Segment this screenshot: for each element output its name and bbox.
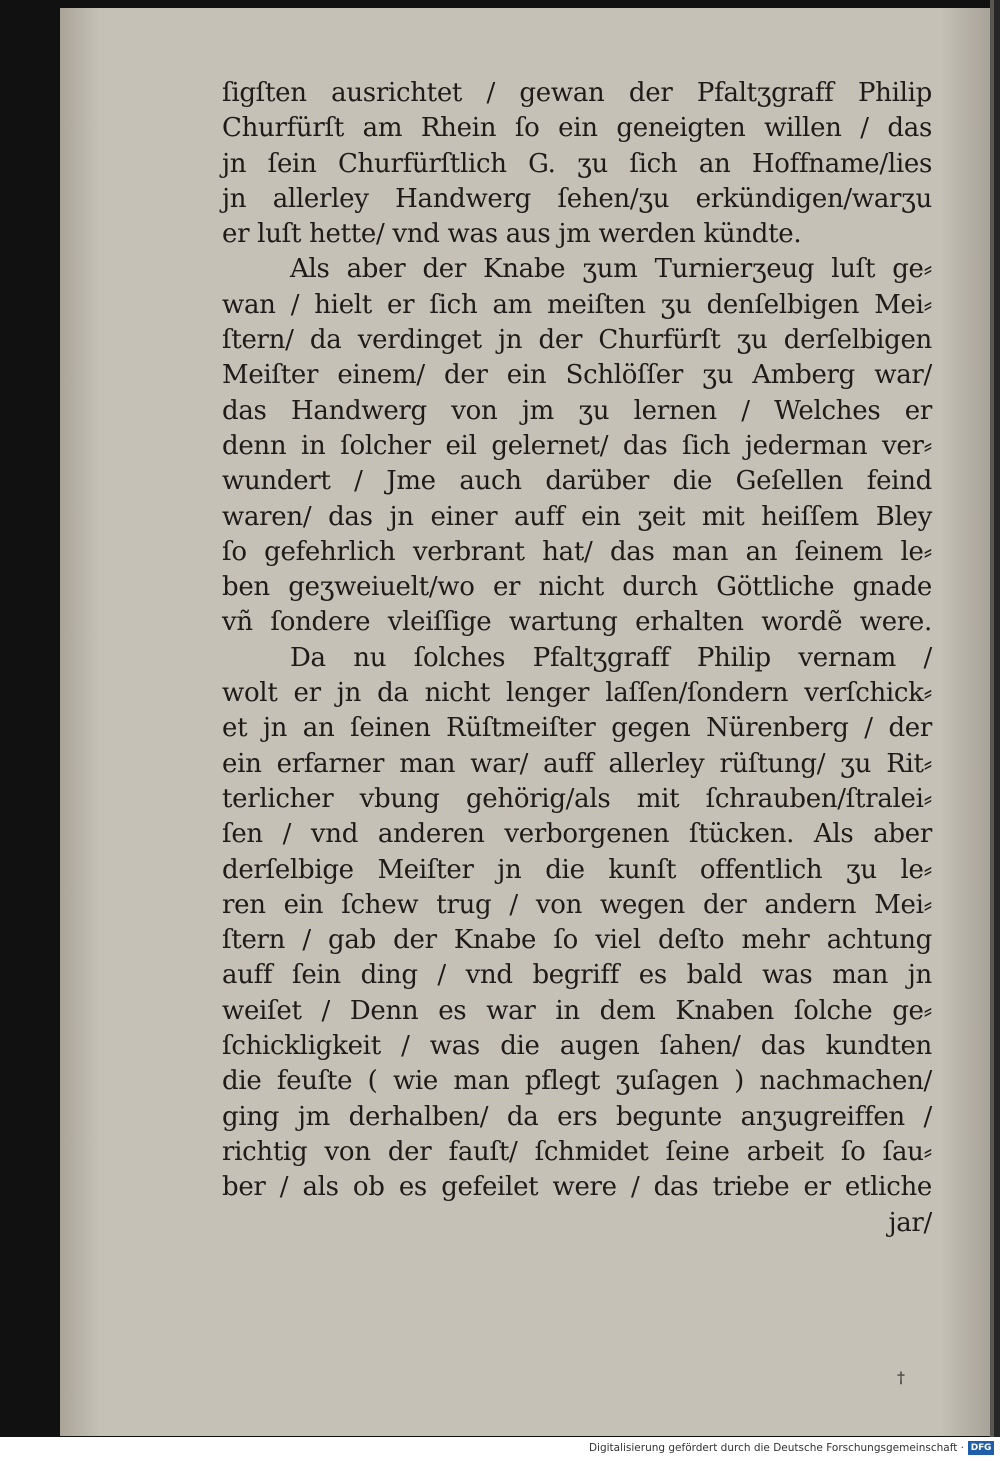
text-line: er luſt hette/ vnd was aus jm werden kündte.: [222, 219, 802, 250]
text-line: denn in ſolcher eil gelernet/ das ſich jederman ver⸗: [222, 430, 932, 461]
text-line: terlicher vbung gehörig/als mit ſchrauben/ſtralei⸗: [222, 783, 932, 814]
text-line: Als aber der Knabe ʒum Turnierʒeug luſt ge⸗: [290, 254, 932, 285]
text-line: ber / als ob es gefeilet were / das triebe er etliche: [222, 1172, 932, 1203]
text-line: ſtern/ da verdinget jn der Churfürſt ʒu derſelbigen: [222, 325, 932, 356]
text-line: derſelbige Meiſter jn die kunſt offentlich ʒu le⸗: [222, 854, 932, 885]
text-line: weiſet / Denn es war in dem Knaben ſolche ge⸗: [222, 995, 932, 1026]
text-line: ſo gefehrlich verbrant hat/ das man an ſeinem le⸗: [222, 536, 932, 567]
text-line: ren ein ſchew trug / von wegen der andern Mei⸗: [222, 889, 932, 920]
text-line: vñ ſondere vleiſſige wartung erhalten wordẽ were.: [222, 607, 932, 638]
text-line: Churfürſt am Rhein ſo ein geneigten willen / das: [222, 113, 932, 144]
text-line: ging jm derhalben/ da ers begunte anʒugreiffen /: [222, 1101, 932, 1132]
body-text: [222, 76, 932, 1241]
text-line: ſchickligkeit / was die augen ſahen/ das kundten: [222, 1031, 932, 1062]
text-line: Meiſter einem/ der ein Schlöſſer ʒu Amberg war/: [222, 360, 932, 391]
text-line: ein erfarner man war/ auff allerley rüſtung/ ʒu Rit⸗: [222, 748, 932, 779]
text-line: jn allerley Handwerg ſehen/ʒu erkündigen/warʒu: [222, 183, 932, 214]
text-line: wolt er jn da nicht lenger laſſen/ſondern verſchick⸗: [222, 678, 932, 709]
text-line: ſigſten ausrichtet / gewan der Pfaltʒgraff Philip: [222, 78, 932, 108]
spine-edge: [990, 0, 994, 1440]
text-line: ſtern / gab der Knabe ſo viel deſto mehr achtung: [222, 925, 932, 956]
dfg-logo[interactable]: DFG: [968, 1441, 994, 1455]
funding-note: Digitalisierung gefördert durch die Deutsche Forschungsgemeinschaft ·: [588, 1442, 964, 1454]
text-line: ſen / vnd anderen verborgenen ſtücken. Als aber: [222, 819, 932, 850]
book-spine: [990, 0, 1000, 1440]
text-line: jn ſein Churfürſtlich G. ʒu ſich an Hoffname/lies: [222, 148, 932, 179]
catchword: jar/: [888, 1207, 932, 1238]
text-line: et jn an ſeinen Rüſtmeiſter gegen Nürenberg / der: [222, 713, 932, 744]
text-line: Da nu ſolches Pfaltʒgraff Philip vernam /: [290, 642, 932, 673]
text-line: das Handwerg von jm ʒu lernen / Welches er: [222, 395, 932, 426]
signature-mark: †: [897, 1368, 905, 1387]
text-line: waren/ das jn einer auff ein ʒeit mit heiſſem Bley: [222, 501, 932, 532]
text-line: die feuſte ( wie man pflegt ʒuſagen ) nachmachen/: [222, 1066, 932, 1097]
text-line: ben geʒweiuelt/wo er nicht durch Göttliche gnade: [222, 572, 932, 603]
text-line: wan / hielt er ſich am meiſten ʒu denſelbigen Mei⸗: [222, 289, 932, 320]
footer-bar: [0, 1437, 1000, 1461]
text-line: richtig von der fauſt/ ſchmidet ſeine arbeit ſo ſau⸗: [222, 1136, 932, 1167]
text-line: wundert / Jme auch darüber die Geſellen feind: [222, 466, 932, 497]
text-line: auff ſein ding / vnd begriff es bald was man jn: [222, 960, 932, 991]
